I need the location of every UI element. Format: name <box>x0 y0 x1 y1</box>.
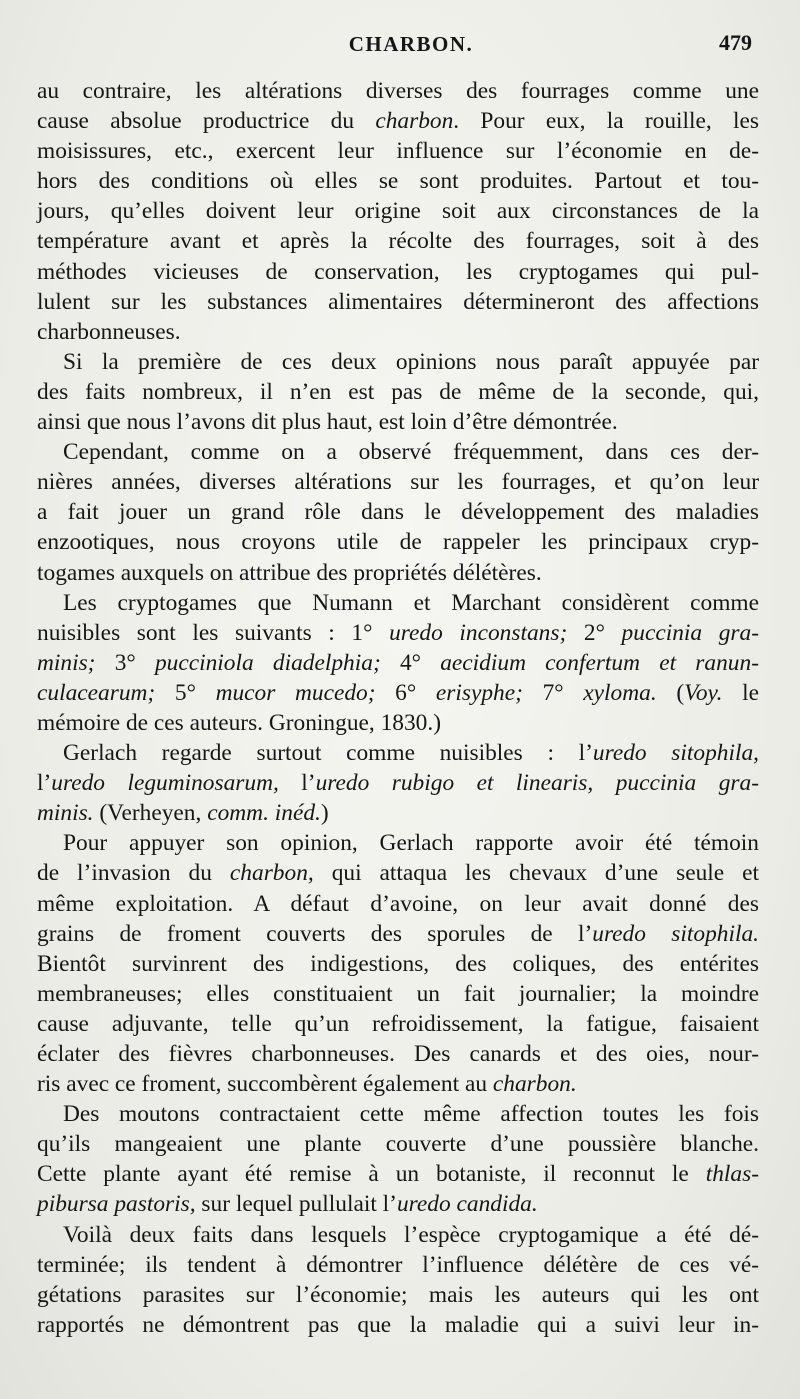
running-title: CHARBON. <box>348 32 474 56</box>
text-line <box>37 618 759 648</box>
text-segment: gétations parasites sur l’économie; mais les auteurs qui les ont <box>37 1281 759 1308</box>
text-line <box>37 226 759 256</box>
text-segment: grains de froment couverts des sporules de l’ <box>37 920 593 947</box>
italic-text: erisyphe; <box>435 679 523 706</box>
text-line <box>37 1099 759 1129</box>
text-segment: lulent sur les substances alimentaires détermineront des affections <box>37 288 759 315</box>
italic-text: thlas- <box>705 1161 759 1188</box>
text-line <box>37 708 759 738</box>
italic-text: pucciniola diadelphia; <box>154 649 381 676</box>
text-segment: 3° <box>95 649 155 676</box>
text-segment: Les cryptogames que Numann et Marchant considèrent comme <box>63 589 759 616</box>
text-segment: Cependant, comme on a observé fréquemment, dans ces der- <box>63 439 759 466</box>
text-segment: cause absolue productrice du <box>37 108 376 135</box>
text-line <box>37 1220 759 1250</box>
text-segment: de l’invasion du <box>37 860 230 887</box>
page-number: 479 <box>719 30 752 55</box>
italic-text: uredo sitophila, <box>592 740 759 767</box>
italic-text: charbon <box>375 108 454 135</box>
running-head <box>40 30 752 62</box>
italic-text: minis. <box>37 800 94 827</box>
text-segment: 4° <box>380 649 441 676</box>
text-line <box>37 407 759 437</box>
text-line <box>37 106 759 136</box>
italic-text: culacearum; <box>37 679 156 706</box>
italic-text: comm. inéd. <box>207 800 321 827</box>
text-segment: ris avec ce froment, succombèrent également au <box>37 1071 493 1098</box>
text-line <box>37 437 759 467</box>
text-line <box>37 949 759 979</box>
text-segment: hors des conditions où elles se sont produites. Partout et tou- <box>37 168 759 195</box>
text-line <box>37 317 759 347</box>
text-segment: nuisibles sont les suivants : 1° <box>37 619 390 646</box>
text-line <box>37 1310 759 1340</box>
text-line <box>37 798 759 828</box>
text-line <box>37 527 759 557</box>
text-line <box>37 979 759 1009</box>
text-segment: au contraire, les altérations diverses des fourrages comme une <box>37 78 759 104</box>
text-segment: le <box>722 679 760 706</box>
text-line <box>37 889 759 919</box>
text-segment: (Verheyen, <box>93 800 208 827</box>
text-line <box>37 858 759 888</box>
text-segment: enzootiques, nous croyons utile de rappeler les principaux cryp- <box>37 529 759 556</box>
italic-text: uredo rubigo et linearis, puccinia gra- <box>315 770 759 797</box>
italic-text: xyloma. <box>583 679 657 706</box>
text-segment: Des moutons contractaient cette même affection toutes les fois <box>63 1101 759 1128</box>
italic-text: uredo sitophila. <box>592 920 759 947</box>
text-line <box>37 678 759 708</box>
text-line <box>37 919 759 949</box>
text-segment: l’ <box>278 770 316 797</box>
italic-text: mucor mucedo; <box>215 679 376 706</box>
text-segment: togames auxquels on attribue des propriétés délétères. <box>37 559 542 586</box>
italic-text: uredo candida. <box>396 1191 538 1218</box>
italic-text: Voy. <box>684 679 723 706</box>
text-line <box>37 257 759 287</box>
text-segment: Bientôt survinrent des indigestions, des coliques, des entérites <box>37 950 759 977</box>
text-line <box>37 497 759 527</box>
text-line <box>37 1009 759 1039</box>
text-segment: qui attaqua les chevaux d’une seule et <box>313 860 760 887</box>
text-segment: moisissures, etc., exercent leur influence sur l’économie en de- <box>37 138 759 165</box>
text-line <box>37 1280 759 1310</box>
text-segment: mémoire de ces auteurs. Groningue, 1830.) <box>37 709 442 736</box>
text-segment: jours, qu’elles doivent leur origine soit aux circonstances de la <box>37 198 759 225</box>
text-line <box>37 648 759 678</box>
text-segment: sur lequel pullulait l’ <box>195 1191 397 1218</box>
text-line <box>37 196 759 226</box>
text-line <box>37 467 759 497</box>
text-line <box>37 166 759 196</box>
text-segment: température avant et après la récolte des fourrages, soit à des <box>37 228 759 255</box>
italic-text: charbon, <box>229 860 314 887</box>
text-segment: 7° <box>522 679 584 706</box>
text-line <box>37 588 759 618</box>
text-segment: membraneuses; elles constituaient un fait journalier; la moindre <box>37 980 759 1007</box>
text-line <box>37 377 759 407</box>
text-segment: ( <box>656 679 685 706</box>
italic-text: minis; <box>37 649 96 676</box>
text-line <box>37 768 759 798</box>
text-line <box>37 287 759 317</box>
text-segment: l’ <box>37 770 52 797</box>
text-segment: Cette plante ayant été remise à un botaniste, il reconnut le <box>37 1161 706 1188</box>
text-line <box>37 347 759 377</box>
text-line <box>37 136 759 166</box>
italic-text: uredo leguminosarum, <box>51 770 279 797</box>
body-text <box>37 76 759 1340</box>
text-line <box>37 76 759 106</box>
text-line <box>37 1250 759 1280</box>
text-line <box>37 1069 759 1099</box>
text-line <box>37 1039 759 1069</box>
text-line <box>37 828 759 858</box>
text-segment: même exploitation. A défaut d’avoine, on leur avait donné des <box>37 890 759 917</box>
text-segment: ) <box>320 800 329 827</box>
text-line <box>37 1189 759 1219</box>
text-segment: a fait jouer un grand rôle dans le développement des maladies <box>37 499 759 526</box>
italic-text: aecidium confertum et ranun- <box>440 649 759 676</box>
text-segment: terminée; ils tendent à démontrer l’influence délétère de ces vé- <box>37 1251 759 1278</box>
italic-text: charbon. <box>492 1071 577 1098</box>
text-segment: qu’ils mangeaient une plante couverte d’une poussière blanche. <box>37 1131 759 1158</box>
text-segment: Pour appuyer son opinion, Gerlach rapporte avoir été témoin <box>63 830 759 857</box>
italic-text: pibursa pastoris, <box>37 1191 196 1218</box>
italic-text: puccinia gra- <box>621 619 759 646</box>
text-line <box>37 1159 759 1189</box>
text-segment: 5° <box>155 679 216 706</box>
text-segment: Voilà deux faits dans lesquels l’espèce cryptogamique a été dé- <box>63 1221 759 1248</box>
text-line <box>37 738 759 768</box>
text-segment: 6° <box>375 679 436 706</box>
italic-text: uredo inconstans; <box>389 619 568 646</box>
text-segment: Si la première de ces deux opinions nous paraît appuyée par <box>63 348 759 375</box>
text-segment: rapportés ne démontrent pas que la maladie qui a suivi leur in- <box>37 1311 759 1338</box>
text-segment: charbonneuses. <box>37 318 181 345</box>
text-segment: . Pour eux, la rouille, les <box>453 108 759 135</box>
text-segment: 2° <box>567 619 622 646</box>
text-segment: cause adjuvante, telle qu’un refroidissement, la fatigue, faisaient <box>37 1010 759 1037</box>
text-segment: Gerlach regarde surtout comme nuisibles : l’ <box>63 740 593 767</box>
text-segment: éclater des fièvres charbonneuses. Des canards et des oies, nour- <box>37 1041 759 1067</box>
text-segment: méthodes vicieuses de conservation, les cryptogames qui pul- <box>37 258 759 285</box>
text-line <box>37 558 759 588</box>
text-segment: nières années, diverses altérations sur les fourrages, et qu’on leur <box>37 469 759 496</box>
text-line <box>37 1129 759 1159</box>
text-segment: des faits nombreux, il n’en est pas de même de la seconde, qui, <box>37 378 759 405</box>
text-segment: ainsi que nous l’avons dit plus haut, est loin d’être démontrée. <box>37 409 618 436</box>
